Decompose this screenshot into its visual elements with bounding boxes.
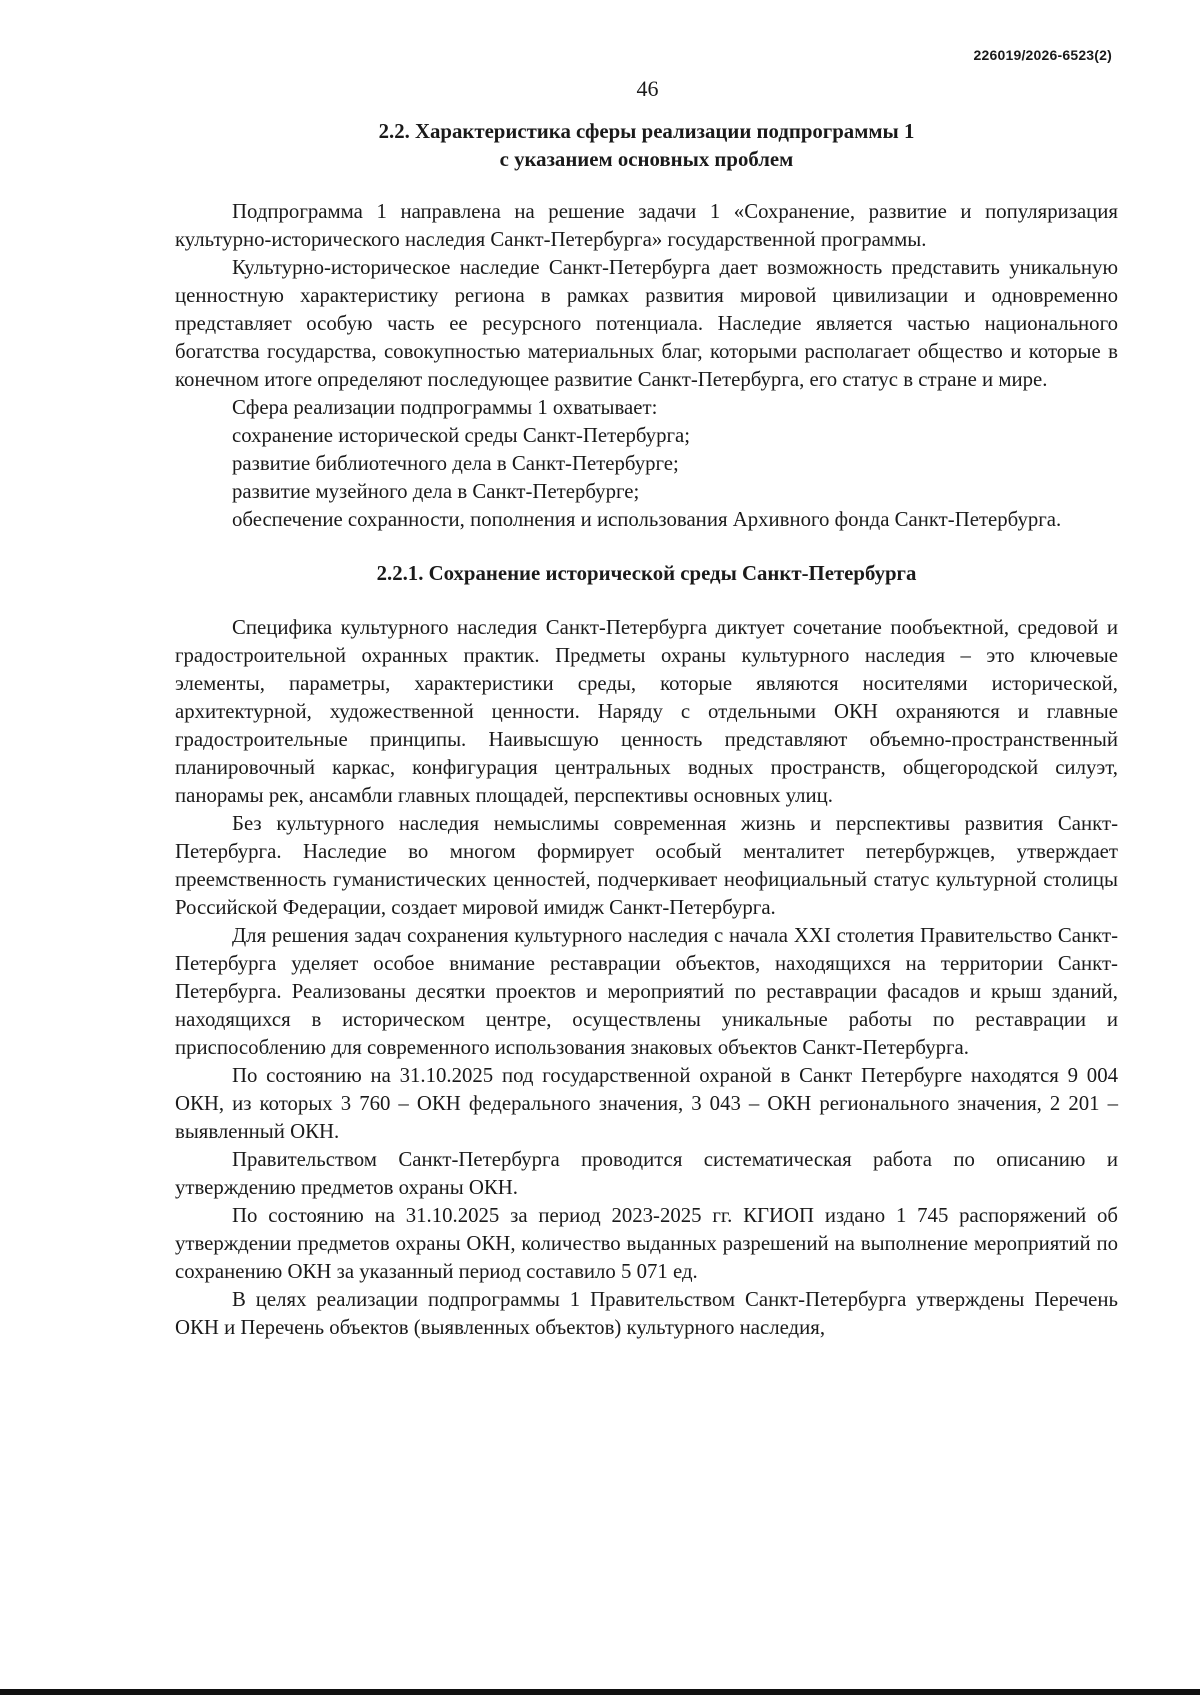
paragraph: По состоянию на 31.10.2025 за период 2023-2025 гг. КГИОП издано 1 745 распоряжений об утверждении предметов охраны ОКН, количество выданных разрешений на выполнение мероприятий по сохранению ОКН за указанный период составило 5 071 ед.	[175, 1204, 1118, 1283]
list-item: развитие библиотечного дела в Санкт-Петербурге;	[232, 452, 679, 475]
paragraph: Подпрограмма 1 направлена на решение задачи 1 «Сохранение, развитие и популяризация культурно-исторического наследия Санкт-Петербурга» государственной программы.	[175, 200, 1118, 251]
paragraph: В целях реализации подпрограммы 1 Правительством Санкт-Петербурга утверждены Перечень ОКН и Перечень объектов (выявленных объектов) культурного наследия,	[175, 1288, 1118, 1339]
section-heading-2-2-line1: 2.2. Характеристика сферы реализации подпрограммы 1	[378, 120, 915, 143]
page-number: 46	[636, 76, 659, 101]
paragraph: Правительством Санкт-Петербурга проводится систематическая работа по описанию и утверждению предметов охраны ОКН.	[175, 1148, 1118, 1199]
section-heading-2-2-1: 2.2.1. Сохранение исторической среды Санкт-Петербурга	[376, 562, 917, 585]
list-item: развитие музейного дела в Санкт-Петербурге;	[232, 480, 640, 503]
paragraph: Сфера реализации подпрограммы 1 охватывает:	[232, 396, 658, 419]
paragraph: Без культурного наследия немыслимы современная жизнь и перспективы развития Санкт-Петербурга. Наследие во многом формирует особый менталитет петербуржцев, утверждает преемственность гуманистических ценностей, подчеркивает неофициальный статус культурной столицы Российской Федерации, создает мировой имидж Санкт-Петербурга.	[175, 812, 1118, 919]
scan-bottom-edge	[0, 1689, 1200, 1695]
document-id: 226019/2026-6523(2)	[973, 47, 1112, 63]
paragraph: Культурно-историческое наследие Санкт-Петербурга дает возможность представить уникальную ценностную характеристику региона в рамках развития мировой цивилизации и одновременно представляет особую часть ее ресурсного потенциала. Наследие является частью национального богатства государства, совокупностью материальных благ, которыми располагает общество и которые в конечном итоге определяют последующее развитие Санкт-Петербурга, его статус в стране и мире.	[175, 256, 1118, 391]
section-heading-2-2	[175, 118, 1118, 174]
section-heading-2-2-line2: с указанием основных проблем	[499, 148, 794, 171]
paragraph: По состоянию на 31.10.2025 под государственной охраной в Санкт Петербурге находятся 9 004 ОКН, из которых 3 760 – ОКН федерального значения, 3 043 – ОКН регионального значения, 2 201 – выявленный ОКН.	[175, 1064, 1118, 1143]
list-item: обеспечение сохранности, пополнения и использования Архивного фонда Санкт-Петербурга.	[232, 508, 1062, 531]
page-content	[175, 118, 1118, 1342]
paragraph: Специфика культурного наследия Санкт-Петербурга диктует сочетание пообъектной, средовой и градостроительной охранных практик. Предметы охраны культурного наследия – это ключевые элементы, параметры, характеристики среды, которые являются носителями исторической, архитектурной, художественной ценности. Наряду с отдельными ОКН охраняются и главные градостроительные принципы. Наивысшую ценность представляют объемно-пространственный планировочный каркас, конфигурация центральных водных пространств, общегородской силуэт, панорамы рек, ансамбли главных площадей, перспективы основных улиц.	[175, 616, 1118, 807]
paragraph: Для решения задач сохранения культурного наследия с начала XXI столетия Правительство Санкт-Петербурга уделяет особое внимание реставрации объектов, находящихся на территории Санкт-Петербурга. Реализованы десятки проектов и мероприятий по реставрации фасадов и крыш зданий, находящихся в историческом центре, осуществлены уникальные работы по реставрации и приспособлению для современного использования знаковых объектов Санкт-Петербурга.	[175, 924, 1118, 1059]
list-item: сохранение исторической среды Санкт-Петербурга;	[232, 424, 691, 447]
